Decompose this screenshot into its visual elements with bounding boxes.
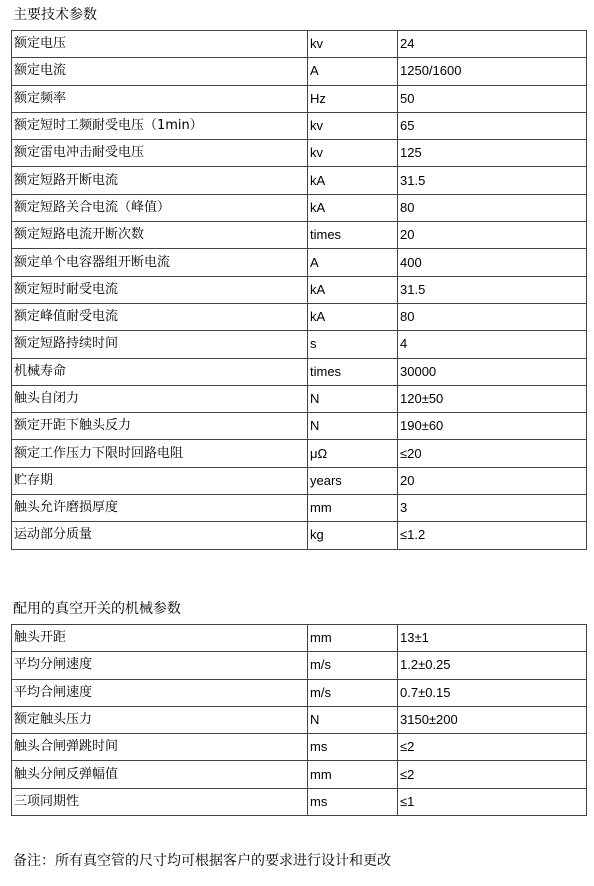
table-row [12,249,587,276]
param-unit: kv [308,112,398,139]
param-value: 80 [398,303,587,330]
param-name: 额定电压 [12,31,308,58]
param-value: 125 [398,140,587,167]
param-value: 1250/1600 [398,58,587,85]
table-row [12,522,587,549]
table-row [12,413,587,440]
param-name: 运动部分质量 [12,522,308,549]
table-row [12,31,587,58]
param-value: 50 [398,85,587,112]
param-name: 触头合闸弹跳时间 [12,734,308,761]
table-row [12,331,587,358]
param-unit: A [308,58,398,85]
param-name: 额定触头压力 [12,706,308,733]
mech-params-heading: 配用的真空开关的机械参数 [13,601,181,617]
param-name: 平均分闸速度 [12,652,308,679]
table-row [12,303,587,330]
param-unit: kv [308,140,398,167]
param-name: 额定峰值耐受电流 [12,303,308,330]
param-name: 额定短时耐受电流 [12,276,308,303]
param-name: 机械寿命 [12,358,308,385]
note-text: 备注：所有真空管的尺寸均可根据客户的要求进行设计和更改 [13,853,391,869]
param-unit: mm [308,495,398,522]
table-row [12,652,587,679]
param-name: 额定短路关合电流（峰值） [12,194,308,221]
main-params-heading: 主要技术参数 [13,7,97,23]
param-value: 13±1 [398,625,587,652]
table-row [12,467,587,494]
table-row [12,706,587,733]
table-row [12,358,587,385]
param-unit: times [308,358,398,385]
param-name: 触头自闭力 [12,385,308,412]
param-value: ≤1 [398,788,587,815]
param-name: 平均合闸速度 [12,679,308,706]
param-name: 触头允许磨损厚度 [12,495,308,522]
table-row [12,679,587,706]
table-row [12,167,587,194]
param-value: 3150±200 [398,706,587,733]
param-unit: kv [308,31,398,58]
param-unit: N [308,413,398,440]
table-row [12,222,587,249]
param-name: 额定短路电流开断次数 [12,222,308,249]
param-unit: ms [308,734,398,761]
table-row [12,140,587,167]
param-value: 1.2±0.25 [398,652,587,679]
param-name: 三项同期性 [12,788,308,815]
param-value: 24 [398,31,587,58]
param-unit: N [308,706,398,733]
param-unit: years [308,467,398,494]
table-row [12,194,587,221]
param-value: 31.5 [398,167,587,194]
param-value: 4 [398,331,587,358]
param-unit: kg [308,522,398,549]
table-row [12,440,587,467]
mech-params-table [11,624,587,816]
param-name: 额定短时工频耐受电压（1min） [12,112,308,139]
param-value: ≤1.2 [398,522,587,549]
param-unit: m/s [308,679,398,706]
param-name: 贮存期 [12,467,308,494]
param-unit: μΩ [308,440,398,467]
param-value: ≤2 [398,734,587,761]
param-unit: kA [308,194,398,221]
param-value: 120±50 [398,385,587,412]
param-value: 80 [398,194,587,221]
param-unit: ms [308,788,398,815]
main-params-table [11,30,587,550]
param-unit: s [308,331,398,358]
param-unit: kA [308,167,398,194]
param-unit: mm [308,761,398,788]
param-value: 65 [398,112,587,139]
param-unit: N [308,385,398,412]
param-unit: mm [308,625,398,652]
param-unit: kA [308,303,398,330]
table-row [12,761,587,788]
param-value: 31.5 [398,276,587,303]
param-name: 触头开距 [12,625,308,652]
param-value: 190±60 [398,413,587,440]
table-row [12,85,587,112]
param-value: 3 [398,495,587,522]
table-row [12,734,587,761]
param-value: 20 [398,467,587,494]
param-value: 400 [398,249,587,276]
param-name: 额定雷电冲击耐受电压 [12,140,308,167]
table-row [12,276,587,303]
param-value: 30000 [398,358,587,385]
table-row [12,112,587,139]
table-row [12,625,587,652]
table-row [12,58,587,85]
param-unit: Hz [308,85,398,112]
param-value: 0.7±0.15 [398,679,587,706]
param-name: 额定短路持续时间 [12,331,308,358]
param-unit: A [308,249,398,276]
param-name: 额定短路开断电流 [12,167,308,194]
param-name: 额定工作压力下限时回路电阻 [12,440,308,467]
param-value: ≤20 [398,440,587,467]
table-row [12,385,587,412]
param-name: 额定开距下触头反力 [12,413,308,440]
param-name: 额定频率 [12,85,308,112]
table-row [12,788,587,815]
param-name: 额定单个电容器组开断电流 [12,249,308,276]
param-name: 额定电流 [12,58,308,85]
param-name: 触头分闸反弹幅值 [12,761,308,788]
param-unit: m/s [308,652,398,679]
param-value: 20 [398,222,587,249]
param-value: ≤2 [398,761,587,788]
param-unit: times [308,222,398,249]
param-unit: kA [308,276,398,303]
table-row [12,495,587,522]
